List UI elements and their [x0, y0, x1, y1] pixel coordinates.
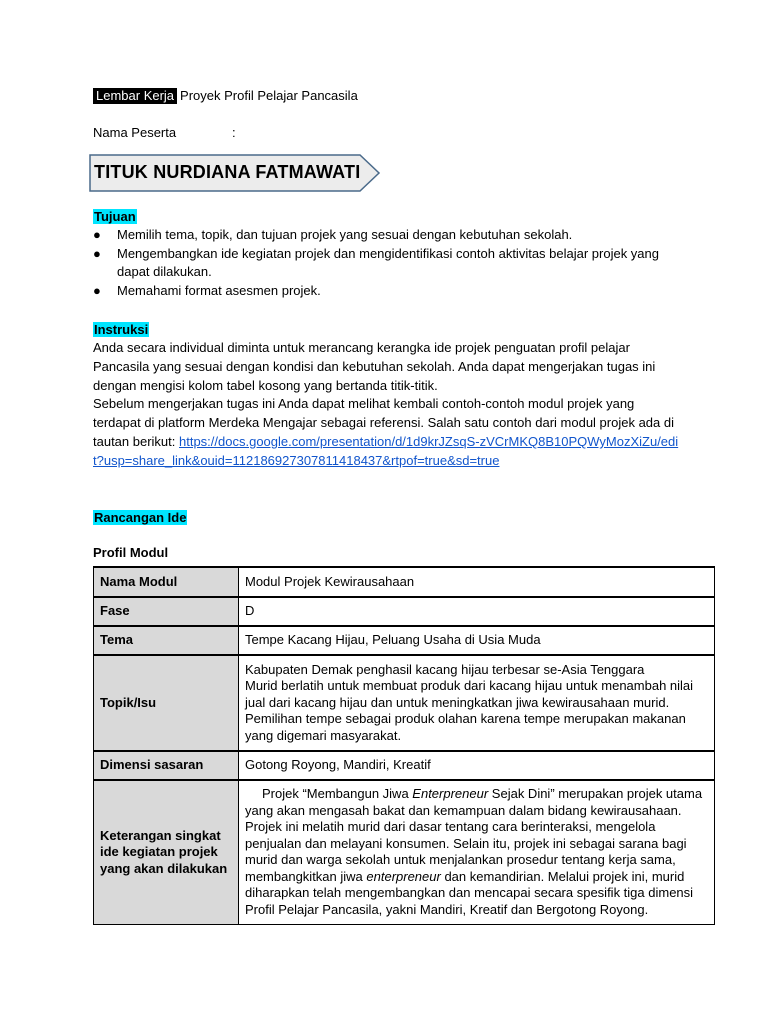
table-cell-value	[239, 655, 715, 751]
table-row	[94, 567, 715, 597]
list-item: ● Memilih tema, topik, dan tujuan projek yang sesuai dengan kebutuhan sekolah.	[93, 226, 693, 245]
profil-modul-label: Profil Modul	[93, 545, 169, 560]
table-cell-label: Tema	[94, 626, 239, 655]
list-item: ● Mengembangkan ide kegiatan projek dan mengidentifikasi contoh aktivitas belajar projek yang dapat dilakukan.	[93, 245, 660, 279]
tujuan-heading: Tujuan	[94, 209, 136, 224]
table-cell-value: Modul Projek Kewirausahaan	[239, 567, 715, 597]
participant-name: TITUK NURDIANA FATMAWATI	[94, 162, 361, 182]
table-row	[94, 780, 715, 924]
table-cell-label: Fase	[94, 597, 239, 626]
topik-line-1: Kabupaten Demak penghasil kacang hijau terbesar se-Asia Tenggara	[245, 661, 645, 677]
list-item: ● Memahami format asesmen projek.	[93, 282, 693, 301]
tujuan-list	[93, 226, 693, 300]
table-cell-label: Dimensi sasaran	[94, 751, 239, 780]
worksheet-badge: Lembar Kerja	[93, 88, 177, 104]
table-cell-label: Nama Modul	[94, 567, 239, 597]
table-cell-value: Projek “Membangun Jiwa Enterpreneur Sejak Dini” merupakan projek utama yang akan mengasah bakat dan kemampuan dalam bidang kewirausahaan. Projek ini melatih murid dari dasar tentang cara berinteraksi, mengelola penjualan dan melayani konsumen. Selain itu, projek ini sebagai sarana bagi murid dan warga sekolah untuk menjalankan prosedur tentang kerja sama, membangkitkan jiwa enterpreneur dan kemandirian. Melalui projek ini, murid diharapkan telah mengembangkan dan mencapai secara spesifik tiga dimensi Profil Pelajar Pancasila, yakni Mandiri, Kreatif dan Bergotong Royong.	[239, 780, 715, 924]
participant-colon: :	[232, 125, 236, 140]
instruksi-paragraph-2: Sebelum mengerjakan tugas ini Anda dapat melihat kembali contoh-contoh modul projek yang terdapat di platform Merdeka Mengajar sebagai referensi. Salah satu contoh dari modul projek ada di tautan berikut: https://docs.google.com/presentation/d/1d9krJZsqS-zVCrMKQ8B10PQWyMozXiZu/edit?usp=share_link&ouid=112186927307811418437&rtpof=true&sd=true	[93, 396, 679, 468]
table-cell-label: Topik/Isu	[94, 655, 239, 751]
table-row	[94, 655, 715, 751]
rancangan-heading: Rancangan Ide	[94, 510, 187, 525]
participant-label: Nama Peserta	[93, 125, 177, 140]
participant-row	[93, 124, 236, 142]
topik-line-2: Murid berlatih untuk membuat produk dari kacang hijau untuk menambah nilai jual dari kacang hijau dan untuk meningkatkan jiwa kewirausahaan murid. Pemilihan tempe sebagai produk olahan karena tempe merupakan makanan yang digemari masyarakat.	[245, 678, 694, 743]
table-cell-value: Gotong Royong, Mandiri, Kreatif	[239, 751, 715, 780]
modul-example-link[interactable]: https://docs.google.com/presentation/d/1d9krJZsqS-zVCrMKQ8B10PQWyMozXiZu/edit?usp=share_link&ouid=112186927307811418437&rtpof=true&sd=true	[93, 433, 679, 468]
worksheet-header	[93, 87, 358, 105]
worksheet-title: Proyek Profil Pelajar Pancasila	[180, 88, 358, 103]
bullet-icon: ●	[93, 245, 101, 261]
table-cell-label: Keterangan singkat ide kegiatan projek yang akan dilakukan	[94, 780, 239, 924]
table-cell-value: Tempe Kacang Hijau, Peluang Usaha di Usia Muda	[239, 626, 715, 655]
bullet-icon: ●	[93, 282, 101, 298]
profil-modul-table	[93, 566, 715, 925]
bullet-icon: ●	[93, 227, 101, 242]
table-row	[94, 597, 715, 626]
table-row	[94, 751, 715, 780]
instruksi-paragraph-1: Anda secara individual diminta untuk merancang kerangka ide projek penguatan profil pelajar Pancasila yang sesuai dengan kondisi dan kebutuhan sekolah. Anda dapat mengerjakan tugas ini dengan mengisi kolom tabel kosong yang bertanda titik-titik.	[93, 340, 656, 393]
instruksi-text	[93, 339, 683, 471]
participant-name-box	[89, 154, 381, 192]
instruksi-heading: Instruksi	[94, 322, 149, 337]
table-row	[94, 626, 715, 655]
table-cell-value: D	[239, 597, 715, 626]
